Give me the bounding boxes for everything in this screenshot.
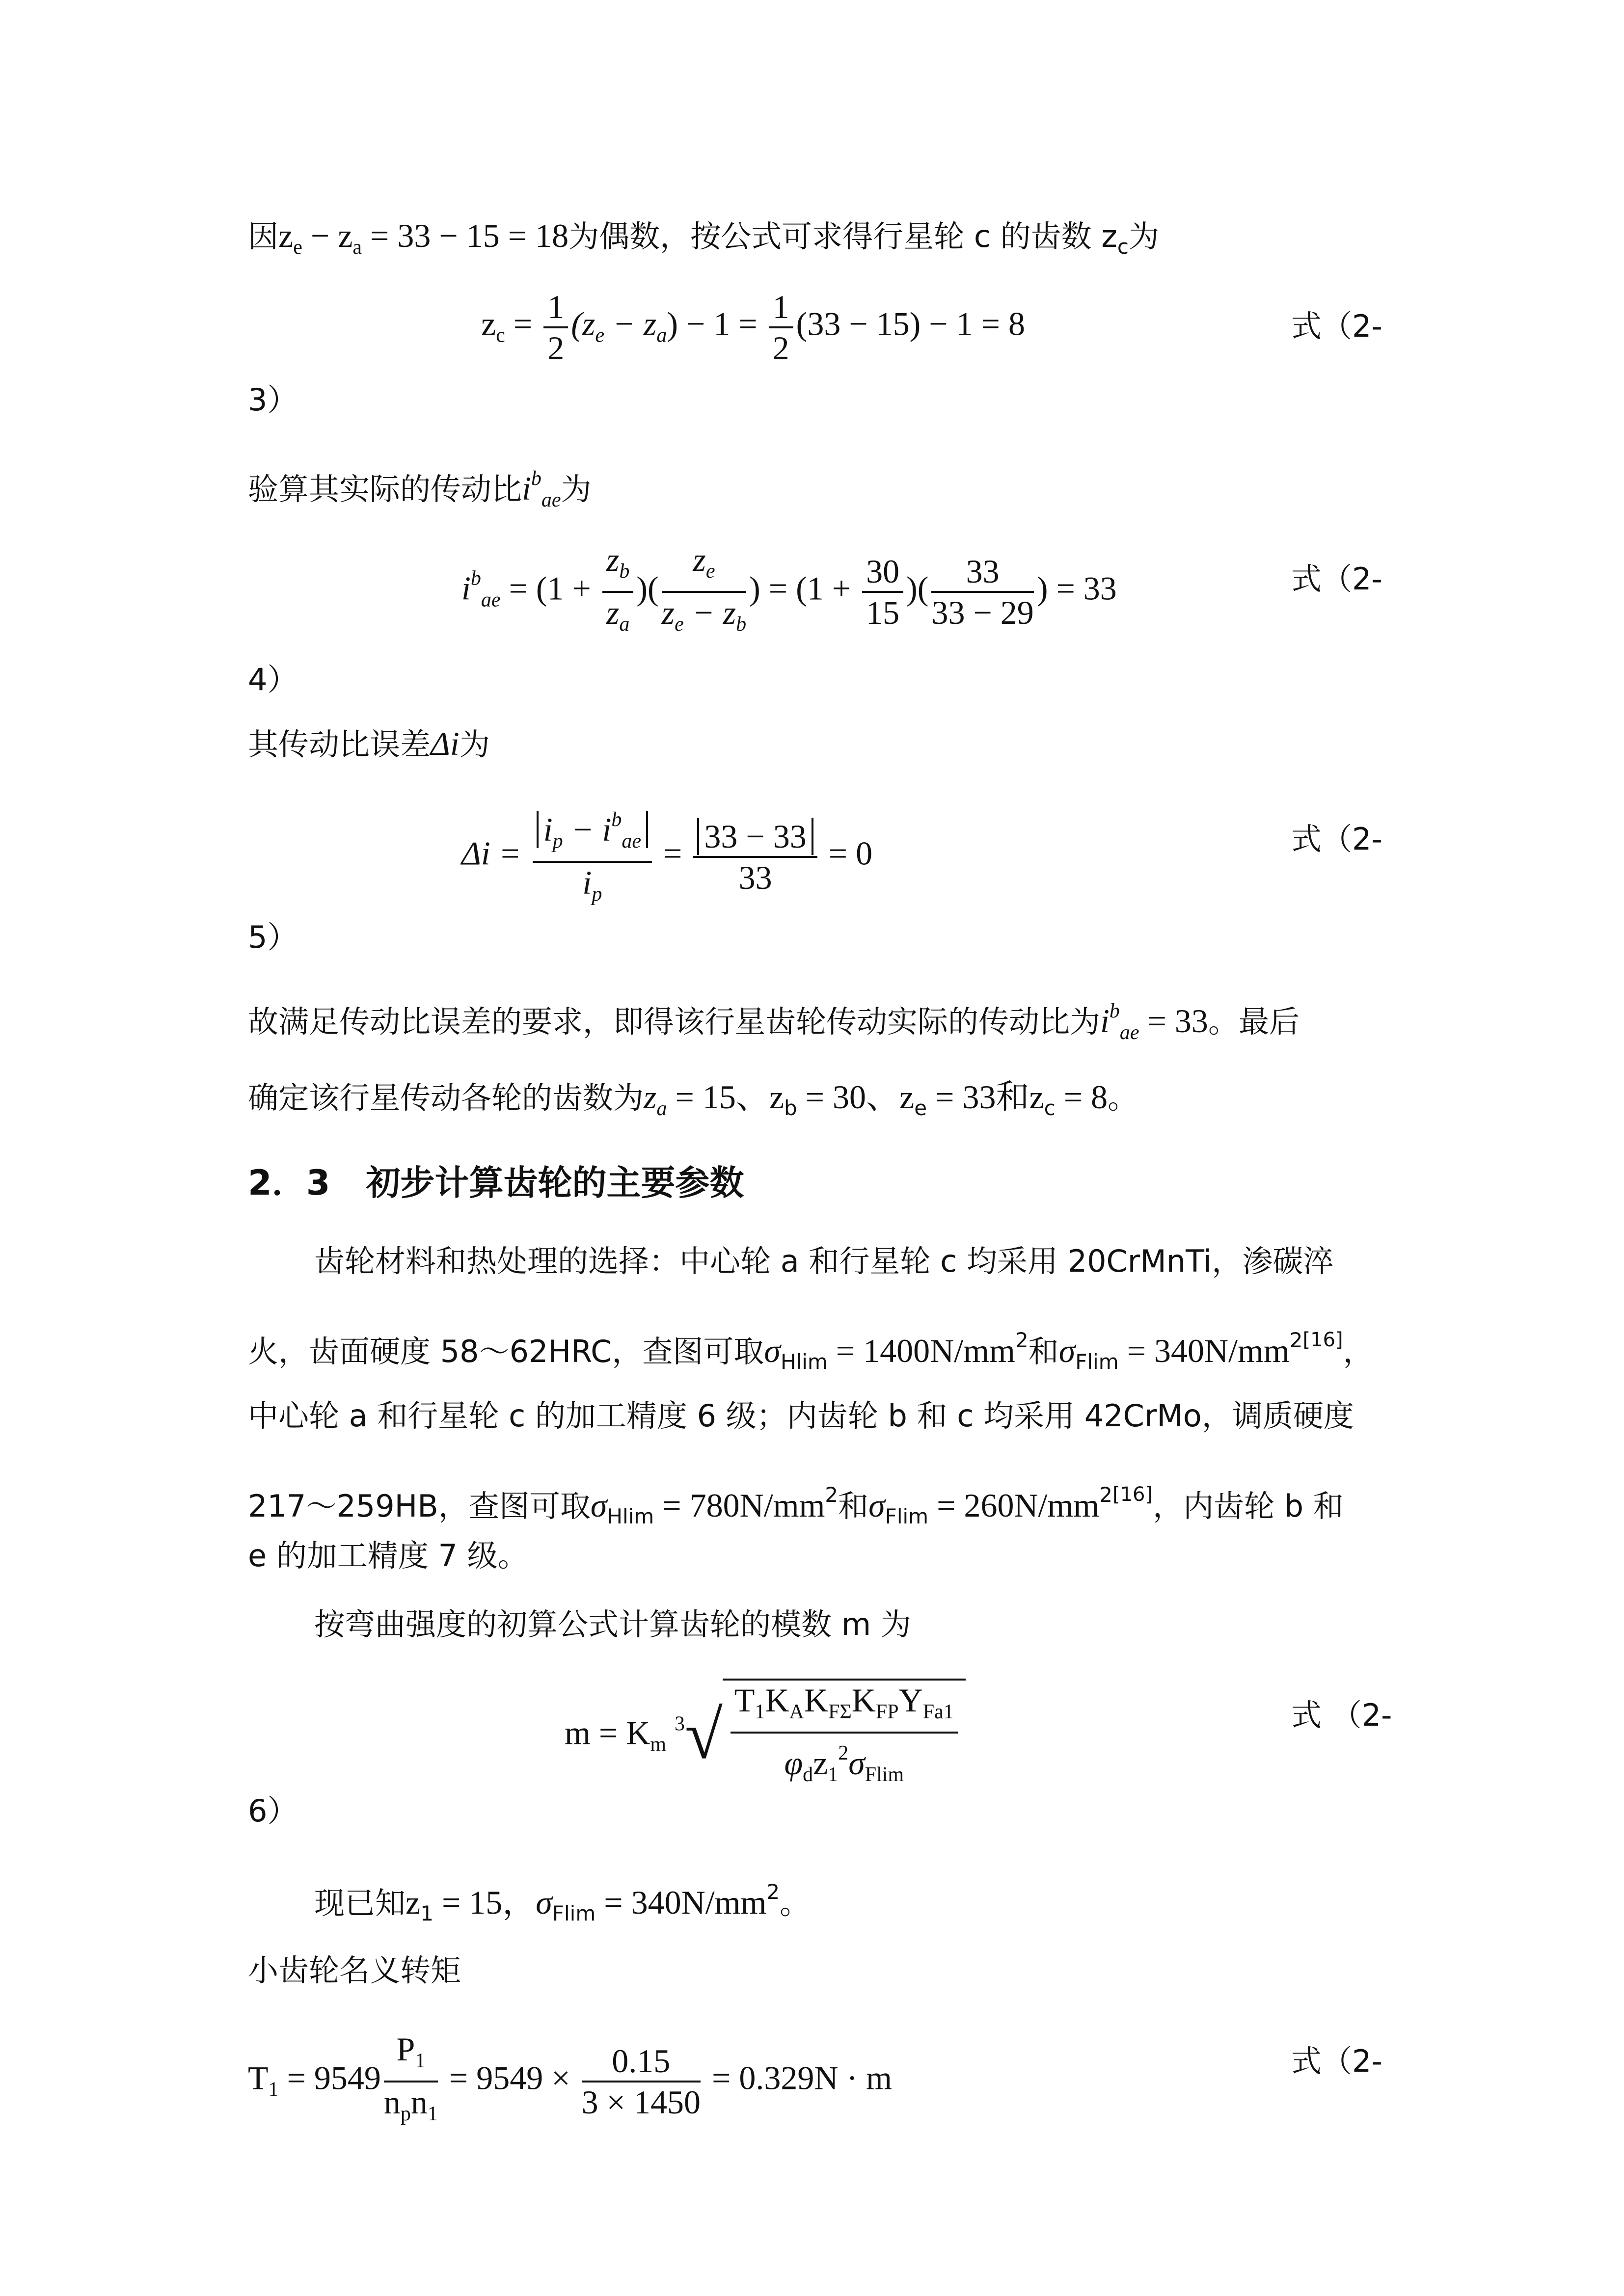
math: ) = 33: [1036, 569, 1117, 607]
math: z: [606, 541, 620, 578]
text: ，: [1343, 1334, 1374, 1369]
text: 火，齿面硬度 58～62HRC，查图可取: [248, 1334, 764, 1369]
denominator: 33 − 29: [931, 594, 1034, 631]
math: z: [644, 1078, 657, 1116]
math: i: [582, 864, 592, 901]
fraction: [862, 552, 903, 632]
denominator: 3 × 1450: [581, 2083, 701, 2121]
equation-2-3: [481, 287, 1025, 368]
math-sub: Flim: [885, 1504, 929, 1528]
numerator: 0.15: [582, 2041, 701, 2082]
math-sub: Hlim: [780, 1350, 828, 1374]
root-index: 3: [675, 1712, 685, 1735]
math-sup: b: [470, 567, 481, 590]
paragraph-6-line-1: 齿轮材料和热处理的选择：中心轮 a 和行星轮 c 均采用 20CrMnTi，渗碳淬: [314, 1243, 1334, 1279]
numerator: 33 − 33: [697, 818, 813, 855]
math: ) − 1 =: [667, 305, 766, 343]
math: σ: [868, 1487, 885, 1524]
math-sub: 1: [427, 2103, 438, 2125]
fraction: [931, 552, 1033, 632]
math-sub: 1: [828, 1763, 839, 1786]
math-sub: 1: [415, 2050, 426, 2072]
math: − i: [563, 811, 612, 848]
text: 确定该行星传动各轮的齿数为: [248, 1080, 644, 1116]
paragraph-3: [248, 724, 490, 764]
math-sub: p: [400, 2103, 411, 2125]
math-sup: 2: [1099, 1483, 1112, 1507]
paragraph-6-line-2: [248, 1320, 1374, 1382]
math-sub: c: [496, 324, 505, 347]
math-sup: b: [531, 467, 541, 490]
math: =: [655, 834, 691, 872]
math-sup: 2: [1289, 1328, 1303, 1352]
paragraph-6-line-3: 中心轮 a 和行星轮 c 的加工精度 6 级；内齿轮 b 和 c 均采用 42CrMo，调质硬度: [248, 1398, 1354, 1434]
math-sub: b: [784, 1096, 797, 1120]
fraction: [384, 2029, 438, 2134]
math: K: [765, 1682, 789, 1719]
math: )(: [906, 569, 929, 607]
fraction: [731, 1681, 958, 1794]
math-sup: 2: [1015, 1328, 1029, 1352]
numerator: 1: [769, 287, 793, 328]
text: 和: [1028, 1334, 1059, 1369]
text: ，内齿轮 b 和: [1153, 1488, 1344, 1524]
math-sub: Flim: [1075, 1350, 1119, 1374]
citation: [16]: [1302, 1329, 1343, 1351]
math: = 9549: [278, 2059, 381, 2097]
math-sup: 2: [825, 1483, 839, 1507]
math: K: [851, 1682, 876, 1719]
text: 故满足传动比误差的要求，即得该行星齿轮传动实际的传动比为: [248, 1004, 1101, 1040]
paragraph-6-line-4: [248, 1475, 1344, 1536]
text: 验算其实际的传动比: [248, 471, 522, 507]
math-sup: 2: [766, 1880, 780, 1904]
math-sub: 1: [755, 1701, 765, 1723]
math: σ: [536, 1884, 552, 1921]
math-sub: 1: [268, 2078, 279, 2101]
math: = 8: [1055, 1078, 1108, 1116]
math: = 15、z: [667, 1078, 785, 1116]
denominator: 33: [738, 859, 772, 896]
text: 。: [1108, 1080, 1138, 1116]
math: σ: [764, 1332, 781, 1369]
math-sub: a: [656, 324, 667, 347]
math: i: [1100, 1002, 1110, 1040]
math: z: [606, 594, 620, 631]
math: n: [383, 2083, 401, 2121]
math: i: [543, 811, 553, 848]
math-sub: a: [656, 1097, 667, 1120]
math: = 0: [820, 834, 873, 872]
math-sub: e: [293, 236, 302, 259]
denominator: 2: [547, 329, 565, 367]
equation-number: 式 （2-: [1291, 1697, 1392, 1733]
math: (33 − 15) − 1 = 8: [796, 305, 1026, 343]
math: = 340N/mm: [1118, 1332, 1290, 1369]
denominator: 2: [772, 329, 789, 367]
math: P: [396, 2030, 415, 2068]
numerator: 1: [543, 287, 568, 328]
math: = 33 − 15 = 18: [362, 217, 569, 254]
math-sub: a: [352, 236, 362, 259]
paragraph-6-line-5: e 的加工精度 7 级。: [248, 1538, 528, 1574]
math: T: [248, 2059, 269, 2097]
math-sub: ae: [481, 588, 501, 612]
math-sub: e: [914, 1096, 927, 1120]
text: 和: [838, 1488, 869, 1524]
numerator: 30: [862, 552, 903, 593]
math: z: [278, 217, 294, 254]
numerator: 33: [931, 552, 1033, 593]
math: z: [813, 1744, 828, 1782]
math: σ: [848, 1744, 865, 1782]
equation-number: 式（2-: [1291, 821, 1382, 857]
equation-2-6: [565, 1679, 966, 1794]
math-sub: Flim: [865, 1763, 904, 1786]
math-sub: b: [736, 613, 747, 636]
math: z: [406, 1884, 421, 1921]
fraction: [662, 540, 746, 644]
math: φ: [784, 1744, 803, 1782]
math: = 0.329N · m: [703, 2059, 892, 2097]
fraction: [602, 540, 633, 644]
fraction: [543, 287, 568, 368]
math: = 15，: [433, 1884, 536, 1921]
fraction: [582, 2041, 701, 2122]
math-sub: ae: [541, 489, 561, 511]
fraction: [693, 817, 817, 897]
math: − z: [683, 594, 736, 631]
equation-number-continued: 4）: [248, 662, 298, 697]
paragraph-8: [314, 1872, 810, 1933]
math-sub: 1: [420, 1901, 433, 1925]
math: = 340N/mm: [595, 1884, 767, 1921]
math-sub: b: [619, 560, 630, 583]
text: 为: [459, 726, 490, 762]
math: m = K: [565, 1714, 650, 1752]
paragraph-9: 小齿轮名义转矩: [248, 1952, 461, 1988]
text: 为: [561, 471, 592, 507]
equation-number: 式（2-: [1291, 561, 1382, 597]
text: 因: [248, 218, 279, 254]
section-number: 2．3: [248, 1163, 330, 1203]
math-sup: b: [1109, 1000, 1120, 1022]
math: − z: [604, 305, 657, 343]
math: = 9549 ×: [440, 2059, 579, 2097]
equation-number-continued: 5）: [248, 919, 298, 955]
math-sub: p: [552, 830, 563, 853]
equation-2-4: [461, 540, 1117, 644]
math: z: [693, 541, 706, 578]
text: 217～259HB，查图可取: [248, 1488, 591, 1524]
math: Δi =: [461, 834, 530, 872]
math: =: [505, 305, 541, 343]
math: = 33: [1139, 1002, 1208, 1040]
math-sub: d: [803, 1763, 813, 1786]
math: = 780N/mm: [654, 1487, 825, 1524]
math-sub: ae: [622, 830, 642, 853]
math: σ: [590, 1487, 607, 1524]
equation-number: 式（2-: [1291, 2043, 1382, 2079]
math: i: [461, 569, 471, 607]
section-heading: [248, 1163, 744, 1202]
math: σ: [1058, 1332, 1076, 1369]
fraction: [533, 800, 652, 914]
radical-sign: √: [685, 1697, 723, 1773]
denominator: 15: [866, 594, 900, 631]
text: 为偶数，按公式可求得行星轮 c 的齿数 z: [568, 218, 1117, 254]
math-sub: e: [675, 613, 684, 636]
math-sub: FΣ: [828, 1701, 852, 1723]
equation-2-5: [461, 800, 872, 914]
math-sub: FP: [875, 1701, 899, 1723]
paragraph-2: [248, 459, 592, 520]
math: z: [481, 305, 496, 343]
equation-number-continued: 3）: [248, 382, 298, 418]
math: − z: [302, 217, 353, 254]
math-sub: e: [705, 560, 715, 583]
equation-2-7: [248, 2029, 892, 2134]
math: n: [410, 2083, 428, 2121]
math: Δi: [431, 725, 460, 762]
math-sub: Hlim: [607, 1504, 654, 1528]
paragraph-4: [248, 991, 1299, 1052]
math-sub: c: [1044, 1096, 1056, 1120]
math: K: [804, 1682, 828, 1719]
math-sub: Flim: [552, 1901, 596, 1925]
math: T: [734, 1682, 755, 1719]
math-sup: 2: [838, 1742, 849, 1764]
math-sub: Fa1: [922, 1701, 954, 1723]
text: 。最后: [1208, 1004, 1299, 1040]
paragraph-5: [248, 1077, 1138, 1128]
math-sub: A: [789, 1701, 804, 1723]
math: = 260N/mm: [928, 1487, 1100, 1524]
equation-number-continued: 6）: [248, 1793, 298, 1829]
math: = 1400N/mm: [827, 1332, 1015, 1369]
fraction: [769, 287, 793, 368]
paragraph-7: 按弯曲强度的初算公式计算齿轮的模数 m 为: [314, 1606, 911, 1642]
math: (z: [571, 305, 595, 343]
math: )(: [636, 569, 659, 607]
cube-root: [675, 1679, 966, 1794]
text: 现已知: [314, 1885, 406, 1921]
math: Y: [898, 1682, 923, 1719]
math-sub: e: [595, 324, 604, 347]
equation-number: 式（2-: [1291, 308, 1382, 344]
section-title: 初步计算齿轮的主要参数: [366, 1163, 744, 1203]
citation: [16]: [1112, 1483, 1153, 1506]
math-sub: a: [619, 613, 630, 636]
text: 其传动比误差: [248, 726, 431, 762]
text: 为: [1128, 218, 1159, 254]
paragraph-1: [248, 216, 1159, 267]
math-sub: ae: [1119, 1021, 1139, 1044]
math: i: [522, 470, 531, 507]
math: = (1 +: [500, 569, 599, 607]
math-sup: b: [611, 808, 622, 831]
text: 。: [780, 1885, 811, 1921]
math: = 33和z: [927, 1078, 1044, 1116]
math-sub: m: [650, 1733, 667, 1756]
math: ) = (1 +: [749, 569, 860, 607]
math-sub: c: [1117, 235, 1129, 259]
math-sub: p: [592, 883, 602, 906]
math: = 30、z: [797, 1078, 915, 1116]
math: z: [661, 594, 675, 631]
